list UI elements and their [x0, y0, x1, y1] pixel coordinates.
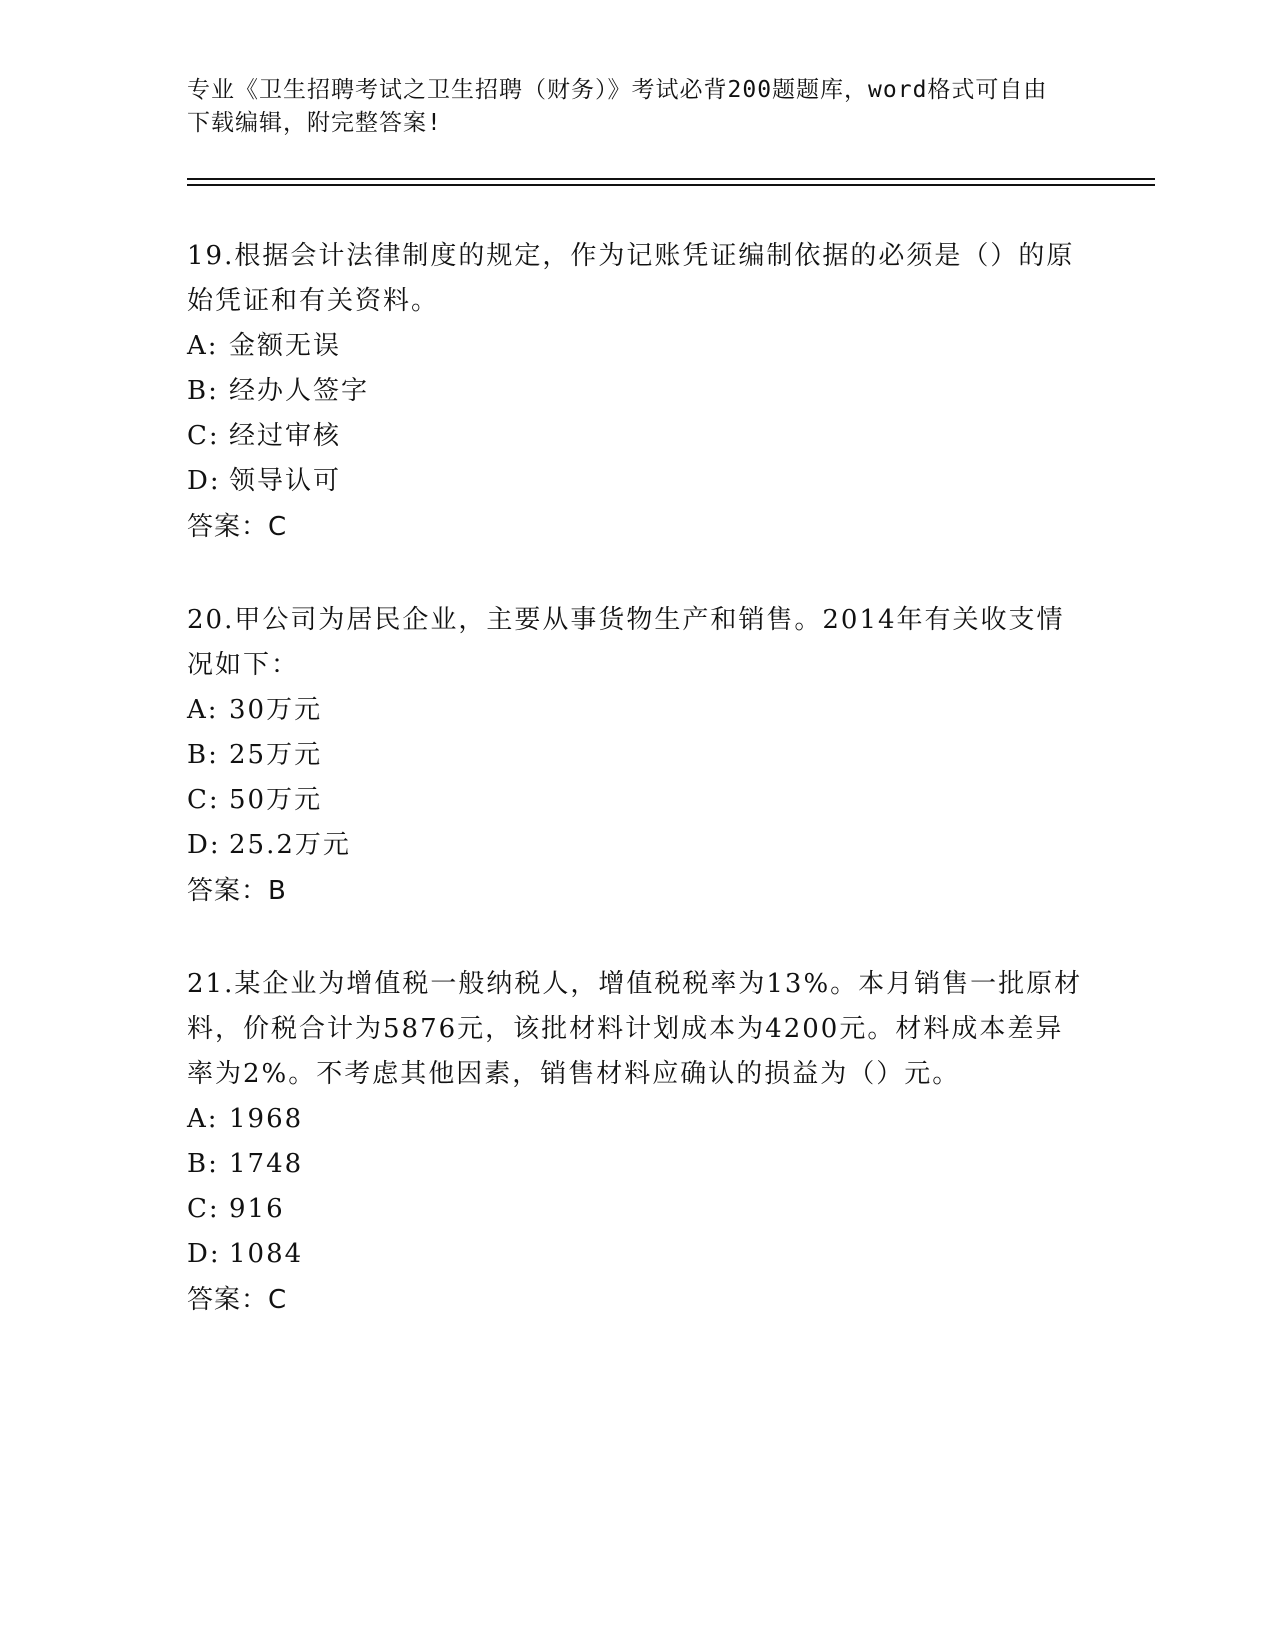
option-c	[187, 414, 1087, 459]
question-number: 19.	[187, 241, 235, 271]
question-stem	[187, 598, 1087, 688]
option-text: 25万元	[229, 740, 323, 770]
option-text: 领导认可	[229, 466, 342, 496]
option-letter: D:	[187, 466, 221, 496]
question-text: 甲公司为居民企业，主要从事货物生产和销售。2014年有关收支情况如下：	[187, 605, 1065, 680]
option-letter: D:	[187, 1239, 221, 1269]
option-a	[187, 1097, 1087, 1142]
question-number: 21.	[187, 969, 235, 999]
answer-line: 答案：B	[187, 876, 287, 906]
option-a	[187, 688, 1087, 733]
question-20	[187, 598, 1087, 914]
option-text: 916	[229, 1194, 285, 1224]
option-text: 经办人签字	[229, 376, 370, 406]
question-21	[187, 962, 1087, 1323]
option-text: 金额无误	[229, 331, 342, 361]
option-text: 50万元	[229, 785, 323, 815]
option-b	[187, 733, 1087, 778]
question-stem	[187, 234, 1087, 324]
option-d	[187, 459, 1087, 504]
answer-line: 答案：C	[187, 1285, 288, 1315]
question-text: 根据会计法律制度的规定，作为记账凭证编制依据的必须是（）的原始凭证和有关资料。	[187, 241, 1075, 316]
option-letter: A:	[187, 331, 219, 361]
option-letter: B:	[187, 376, 219, 406]
option-b	[187, 369, 1087, 414]
question-19	[187, 234, 1087, 550]
question-stem	[187, 962, 1087, 1097]
option-c	[187, 1187, 1087, 1232]
option-d	[187, 823, 1087, 868]
header-divider-bottom	[187, 184, 1155, 186]
option-letter: C:	[187, 421, 220, 451]
option-letter: C:	[187, 1194, 220, 1224]
option-text: 1748	[229, 1149, 304, 1179]
option-d	[187, 1232, 1087, 1277]
option-letter: D:	[187, 830, 221, 860]
option-text: 25.2万元	[229, 830, 351, 860]
option-letter: A:	[187, 1104, 219, 1134]
document-header	[187, 74, 1067, 140]
option-a	[187, 324, 1087, 369]
answer-line: 答案：C	[187, 512, 288, 542]
option-text: 1084	[229, 1239, 304, 1269]
question-number: 20.	[187, 605, 235, 635]
header-divider-top	[187, 178, 1155, 180]
option-b	[187, 1142, 1087, 1187]
option-text: 30万元	[229, 695, 323, 725]
option-letter: B:	[187, 1149, 219, 1179]
header-text: 专业《卫生招聘考试之卫生招聘（财务）》考试必背200题题库，word格式可自由下载编辑，附完整答案!	[187, 77, 1048, 136]
question-text: 某企业为增值税一般纳税人，增值税税率为13%。本月销售一批原材料，价税合计为5876元，该批材料计划成本为4200元。材料成本差异率为2%。不考虑其他因素，销售材料应确认的损益为（）元。	[187, 969, 1083, 1089]
option-letter: B:	[187, 740, 219, 770]
option-text: 1968	[229, 1104, 304, 1134]
option-c	[187, 778, 1087, 823]
option-letter: A:	[187, 695, 219, 725]
option-text: 经过审核	[229, 421, 342, 451]
option-letter: C:	[187, 785, 220, 815]
